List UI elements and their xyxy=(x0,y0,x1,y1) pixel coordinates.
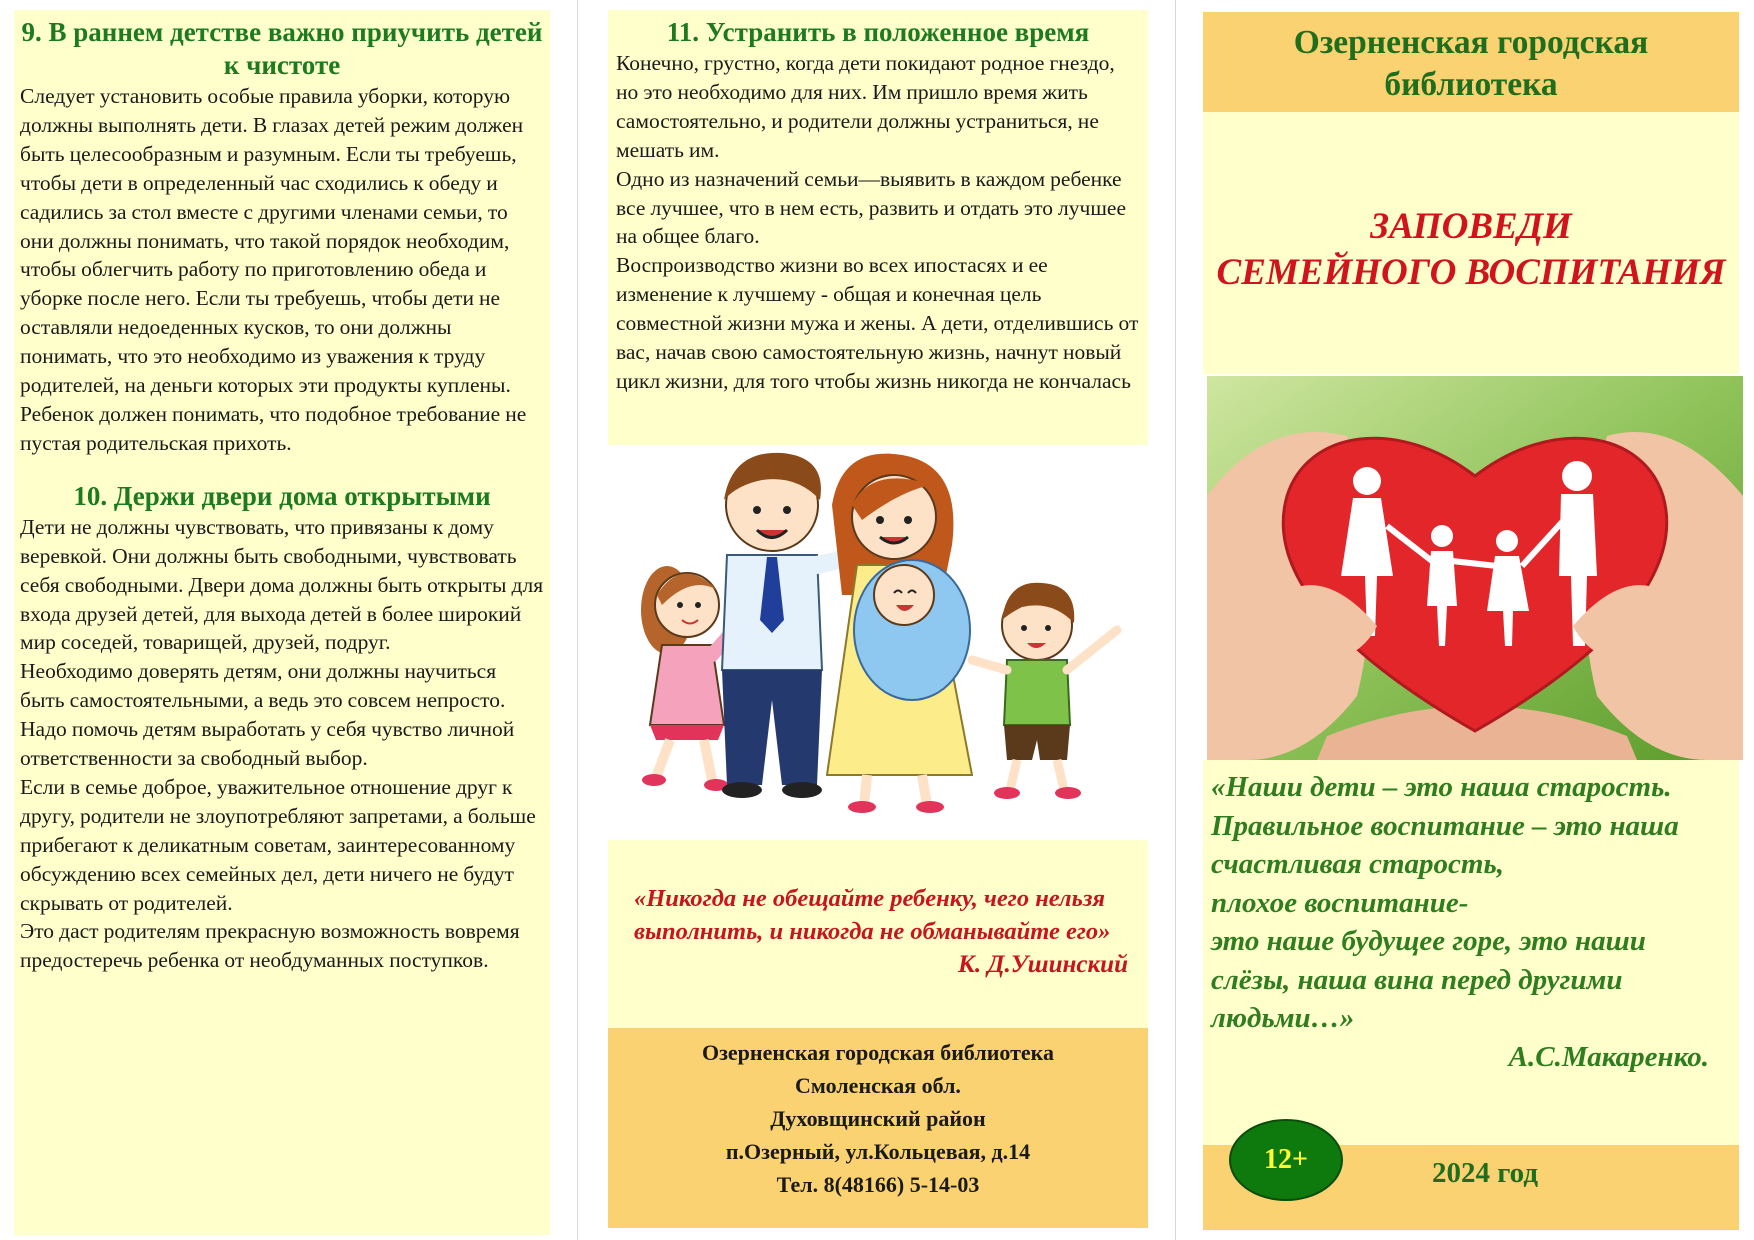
makarenko-quote: «Наши дети – это наша старость. Правильное воспитание – это наша счастливая старость, плохое воспитание- это наше будущее горе, это наши слёзы, наша вина перед другими людьми…» xyxy=(1211,771,1679,1034)
family-illustration-icon xyxy=(612,445,1142,835)
makarenko-author: А.С.Макаренко. xyxy=(1508,1040,1709,1073)
ushinsky-author: К. Д.Ушинский xyxy=(957,951,1128,978)
section-9-text: Следует установить особые правила уборки, которую должны выполнять дети. В глазах детей режим должен быть целесообразным и разумным. Если ты требуешь, чтобы дети в определенный час сходились к обеду и садились за стол вместе с другими членами семьи, то они должны понимать, что такой порядок необходим, чтобы облегчить работу по приготовлению обеда и уборке после него. Если ты требуешь, чтобы дети не оставляли недоеденных кусков, то они должны понимать, что это необходимо из уважения к труду родителей, на деньги которых эти продукты куплены. Ребенок должен понимать, что подобное требование не пустая родительская прихоть. xyxy=(20,84,527,455)
makarenko-quote-box xyxy=(1203,760,1739,1145)
section-10-text: Дети не должны чувствовать, что привязаны к дому веревкой. Они должны быть свободными, чувствовать себя свободными. Двери дома должны быть открыты для входа друзей детей, для выхода детей в более широкий мир соседей, товарищей, друзей, подруг. Необходимо доверять детям, они должны научиться быть самостоятельными, а ведь это совсем непросто. Надо помочь детям выработать у себя чувство личной ответственности за свободный выбор. Если в семье доброе, уважительное отношение друг к другу, родители не злоупотребляют запретами, а больше прибегают к деликатным советам, заинтересованному обсуждению всех семейных дел, дети ничего не будут скрывать от родителей. Это даст родителям прекрасную возможность вовремя предостеречь ребенка от необдуманных поступков. xyxy=(20,514,544,973)
age-rating-badge: 12+ xyxy=(1229,1119,1343,1201)
brochure-title-line-2: СЕМЕЙНОГО ВОСПИТАНИЯ xyxy=(1216,252,1726,293)
brochure-title-line-1: ЗАПОВЕДИ xyxy=(1370,206,1572,247)
address-district: Духовщинский район xyxy=(770,1106,986,1131)
boy-figure xyxy=(972,583,1117,799)
address-street: п.Озерный, ул.Кольцевая, д.14 xyxy=(725,1139,1031,1164)
heart-family-photo-icon xyxy=(1207,376,1743,760)
fold-line-1 xyxy=(577,0,578,1240)
panel-middle-text xyxy=(608,10,1148,445)
ushinsky-quote: «Никогда не обещайте ребенку, чего нельзя выполнить, и никогда не обманывайте его» xyxy=(634,885,1111,945)
address-library: Озерненская городская библиотека xyxy=(701,1040,1055,1065)
library-header xyxy=(1203,12,1739,112)
fold-line-2 xyxy=(1175,0,1176,1240)
section-9-heading: 9. В раннем детстве важно приучить детей к чистоте xyxy=(21,17,543,80)
brochure-title xyxy=(1203,204,1739,296)
baby-figure xyxy=(854,560,970,700)
section-11-heading: 11. Устранить в положенное время xyxy=(666,17,1090,47)
section-10-heading: 10. Держи двери дома открытыми xyxy=(73,480,491,511)
address-phone: Тел. 8(48166) 5-14-03 xyxy=(776,1172,980,1197)
year-label: 2024 год xyxy=(1431,1157,1539,1189)
address-region: Смоленская обл. xyxy=(795,1073,961,1098)
address-box xyxy=(608,1028,1148,1228)
panel-left xyxy=(14,10,550,1235)
library-name: Озерненская городская библиотека xyxy=(1293,24,1649,103)
section-11-text: Конечно, грустно, когда дети покидают родное гнездо, но это необходимо для них. Им пришло время жить самостоятельно, и родители должны устраниться, не мешать им. Одно из назначений семьи—выявить в каждом ребенке все лучшее, что в нем есть, развить и отдать это лучшее на общее благо. Воспроизводство жизни во всех ипостасях и ее изменение к лучшему - общая и конечная цель совместной жизни мужа и жены. А дети, отделившись от вас, начав свою самостоятельную жизнь, начнут новый цикл жизни, для того чтобы жизнь никогда не кончалась xyxy=(616,51,1139,393)
ushinsky-quote-box xyxy=(608,840,1148,1028)
title-box xyxy=(1203,112,1739,374)
